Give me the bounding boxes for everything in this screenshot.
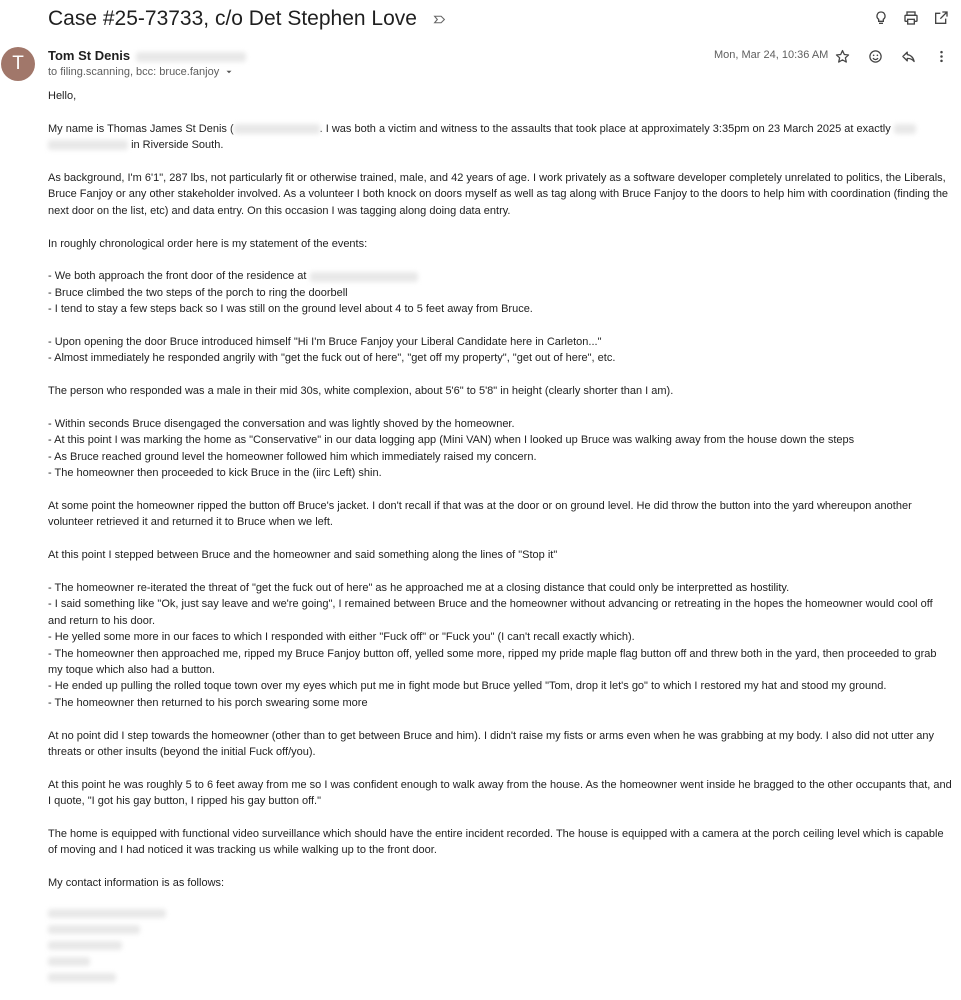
redacted-address-b xyxy=(48,140,128,150)
email-subject xyxy=(48,6,446,32)
sender-email-redacted xyxy=(136,52,246,62)
intro-part-b: . I was both a victim and witness to the assaults that took place at approximately 3:35pm on 23 March 2025 at exactly xyxy=(319,122,891,135)
lightbulb-icon[interactable] xyxy=(871,8,891,28)
list-item: - The homeowner then approached me, ripped my Bruce Fanjoy button off, yelled some more, ripped my pride maple flag button off and threw both in the yard, then proceeded to grab my toque which also had a button. xyxy=(48,647,937,677)
open-in-new-window-icon[interactable] xyxy=(931,8,951,28)
button-paragraph: At some point the homeowner ripped the button off Bruce's jacket. I don't recall if that was at the door or on ground level. He did throw the button into the yard whereupon another volunteer retrieved it and returned it to Bruce when we left. xyxy=(48,500,912,529)
top-toolbar xyxy=(871,8,951,28)
list-item: - He ended up pulling the rolled toque town over my eyes which put me in fight mode but Bruce yelled "Tom, drop it let's go" to which I restored my hat and stood my ground. xyxy=(48,680,887,693)
list-item: - Almost immediately he responded angrily with "get the fuck out of here", "get off my property", "get out of here", etc. xyxy=(48,352,616,365)
recipients-text: to filing.scanning, bcc: bruce.fanjoy xyxy=(48,66,220,78)
more-vert-icon[interactable] xyxy=(931,46,951,66)
list-item: - Bruce climbed the two steps of the porch to ring the doorbell xyxy=(48,286,348,299)
avatar-letter: T xyxy=(12,53,24,74)
recipients-line[interactable] xyxy=(48,66,234,78)
list-item: - The homeowner then returned to his porch swearing some more xyxy=(48,696,368,709)
label-icon[interactable] xyxy=(433,13,446,26)
redacted-contact-line xyxy=(48,973,116,982)
list-group-3 xyxy=(48,416,953,482)
sender-name[interactable]: Tom St Denis xyxy=(48,48,131,63)
person-paragraph: The person who responded was a male in their mid 30s, white complexion, about 5'6" to 5'8" in height (clearly shorter than I am). xyxy=(48,385,674,398)
redacted-address-a xyxy=(894,124,916,134)
message-actions xyxy=(832,46,951,66)
email-date: Mon, Mar 24, 10:36 AM xyxy=(714,49,829,61)
star-icon[interactable] xyxy=(832,46,852,66)
list-item: - At this point I was marking the home as "Conservative" in our data logging app (Mini VAN) when I looked up Bruce was walking away from the house down the steps xyxy=(48,434,855,447)
subject-row xyxy=(48,6,961,34)
redacted-contact-line xyxy=(48,941,122,950)
subject-text: Case #25-73733, c/o Det Stephen Love xyxy=(48,7,417,30)
list-item: - The homeowner then proceeded to kick Bruce in the (iirc Left) shin. xyxy=(48,467,382,480)
intro-part-c: in Riverside South. xyxy=(131,139,224,152)
list-item: - Upon opening the door Bruce introduced himself "Hi I'm Bruce Fanjoy your Liberal Candidate here in Carleton..." xyxy=(48,336,602,349)
email-body xyxy=(48,82,953,908)
stepped-paragraph: At this point I stepped between Bruce and the homeowner and said something along the lines of "Stop it" xyxy=(48,549,558,562)
list-item: - I said something like "Ok, just say leave and we're going", I remained between Bruce and the homeowner without advancing or retreating in the hopes the homeowner would cool off and return to his door. xyxy=(48,598,933,627)
list-group-4 xyxy=(48,580,953,711)
redacted-contact-line xyxy=(48,957,90,966)
list-item: - The homeowner re-iterated the threat of "get the fuck out of here" as he approached me at a closing distance that could only be interpretted as hostility. xyxy=(48,582,790,595)
redacted-contact-line xyxy=(48,925,140,934)
no-point-paragraph: At no point did I step towards the homeowner (other than to get between Bruce and him). I didn't raise my fists or arms even when he was grabbing at my body. I also did not utter any threats or other insults (beyond the initial Fuck off/you). xyxy=(48,729,935,759)
background-paragraph: As background, I'm 6'1", 287 lbs, not particularly fit or otherwise trained, male, and 42 years of age. I work privately as a software developer completely unrelated to politics, the Liberals, Bruce Fanjoy or any other stakeholder involved. As a volunteer I both knock on doors myself as well as tag along with Bruce Fanjoy to the doors to help him with coordination (finding the next door on the list, etc) and data entry. On this occasion I was tagging along doing data entry. xyxy=(48,172,949,217)
list-item: - As Bruce reached ground level the homeowner followed him which immediately raised my concern. xyxy=(48,450,537,463)
list-item: - Within seconds Bruce disengaged the conversation and was lightly shoved by the homeowner. xyxy=(48,418,515,431)
chronological-paragraph: In roughly chronological order here is my statement of the events: xyxy=(48,237,368,250)
redacted-phone xyxy=(234,124,320,134)
list-group-2 xyxy=(48,334,953,367)
list-item: - I tend to stay a few steps back so I was still on the ground level about 4 to 5 feet away from Bruce. xyxy=(48,303,533,316)
redacted-contact-block xyxy=(48,905,166,989)
chevron-down-icon[interactable] xyxy=(224,67,234,77)
emoji-icon[interactable] xyxy=(865,46,885,66)
reply-icon[interactable] xyxy=(898,46,918,66)
intro-paragraph xyxy=(48,121,953,154)
redacted-residence xyxy=(310,272,418,282)
list-item: - He yelled some more in our faces to which I responded with either "Fuck off" or "Fuck you" (I can't recall exactly which). xyxy=(48,631,635,644)
video-paragraph: The home is equipped with functional video surveillance which should have the entire incident recorded. The house is equipped with a camera at the porch ceiling level which is capable of moving and I had noticed it was tracking us while walking up to the front door. xyxy=(48,828,944,857)
sender-line xyxy=(48,48,246,63)
distance-paragraph: At this point he was roughly 5 to 6 feet away from me so I was confident enough to walk away from the house. As the homeowner went inside he bragged to the other occupants that, and I quote, "I got his gay button, I ripped his gay button off." xyxy=(48,778,952,808)
avatar[interactable] xyxy=(1,47,35,81)
list-item: - We both approach the front door of the residence at xyxy=(48,270,307,283)
contact-heading: My contact information is as follows: xyxy=(48,877,225,890)
print-icon[interactable] xyxy=(901,8,921,28)
redacted-contact-line xyxy=(48,909,166,918)
list-group-1 xyxy=(48,268,953,317)
greeting: Hello, xyxy=(48,90,77,102)
intro-part-a: My name is Thomas James St Denis ( xyxy=(48,122,234,135)
